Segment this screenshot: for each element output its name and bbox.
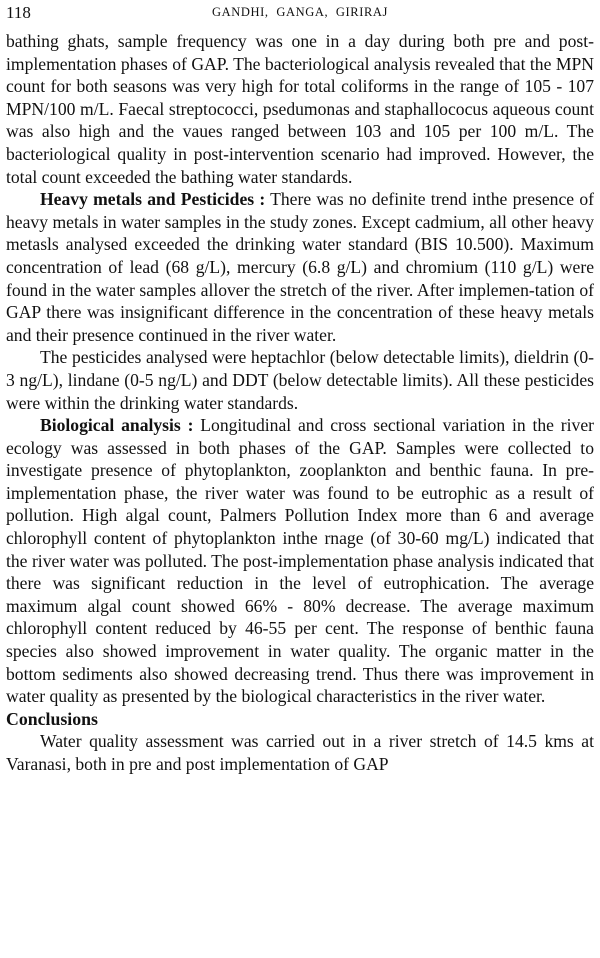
conclusions-heading: Conclusions [6,708,98,729]
paragraph-text: There was no definite trend inthe presence of heavy metals in water samples in the study zones. Except cadmium, all other heavy metasls analysed exceeded the drinking water standard (BIS 10.500). Maximum concentration of lead (68 g/L), mercury (6.8 g/L) and chromium (110 g/L) were found in the water samples allover the stretch of the river. After implemen-tation of GAP there was insignificant difference in the concentration of these heavy metals and their presence continued in the river water. [6,189,594,345]
paragraph-text: The pesticides analysed were heptachlor (below detectable limits), dieldrin (0-3 ng/L), lindane (0-5 ng/L) and DDT (below detectable limits). All these pesticides were within the drinking water standards. [6,347,594,413]
paragraph-text: bathing ghats, sample frequency was one in a day during both pre and post-implementation phases of GAP. The bacteriological analysis revealed that the MPN count for both seasons was very high for total coliforms in the range of 105 - 107 MPN/100 m/L. Faecal streptococci, psedumonas and staphallococus aqueous count was also high and the vaues ranged between 103 and 105 per 100 m/L. The bacteriological quality in post-intervention scenario had improved. However, the total count exceeded the bathing water standards. [6,31,594,187]
paragraph-bacteriological-analysis [6,30,594,188]
biological-analysis-heading: Biological analysis : [40,415,194,436]
running-head-authors: GANDHI, GANGA, GIRIRAJ [211,5,389,19]
paragraph-pesticides [6,346,594,414]
document-page [6,0,594,958]
paragraph-biological-analysis [6,414,594,708]
page-number: 118 [6,3,31,22]
heavy-metals-heading: Heavy metals and Pesticides : [40,189,266,210]
paragraph-conclusions [6,730,594,775]
body-text [6,30,594,776]
running-head [6,0,594,30]
paragraph-heavy-metals [6,188,594,346]
paragraph-text: Water quality assessment was carried out in a river stretch of 14.5 kms at Varanasi, both in pre and post implementation of GAP [6,731,594,774]
paragraph-text: Longitudinal and cross sectional variation in the river ecology was assessed in both phases of the GAP. Samples were collected to investigate presence of phytoplankton, zooplankton and benthic fauna. In pre-implementation phase, the river water was found to be eutrophic as a result of pollution. High algal count, Palmers Pollution Index more than 6 and average chlorophyll content of phytoplankton inthe rnage (of 30-60 mg/L) indicated that the river water was polluted. The post-implementation phase analysis indicated that there was significant reduction in the level of eutrophication. The average maximum algal count showed 66% - 80% decrease. The average maximum chlorophyll content reduced by 46-55 per cent. The response of benthic fauna species also showed improvement in water quality. The organic matter in the bottom sediments also showed decreasing trend. Thus there was improvement in water quality as presented by the biological characteristics in the river water. [6,415,594,707]
